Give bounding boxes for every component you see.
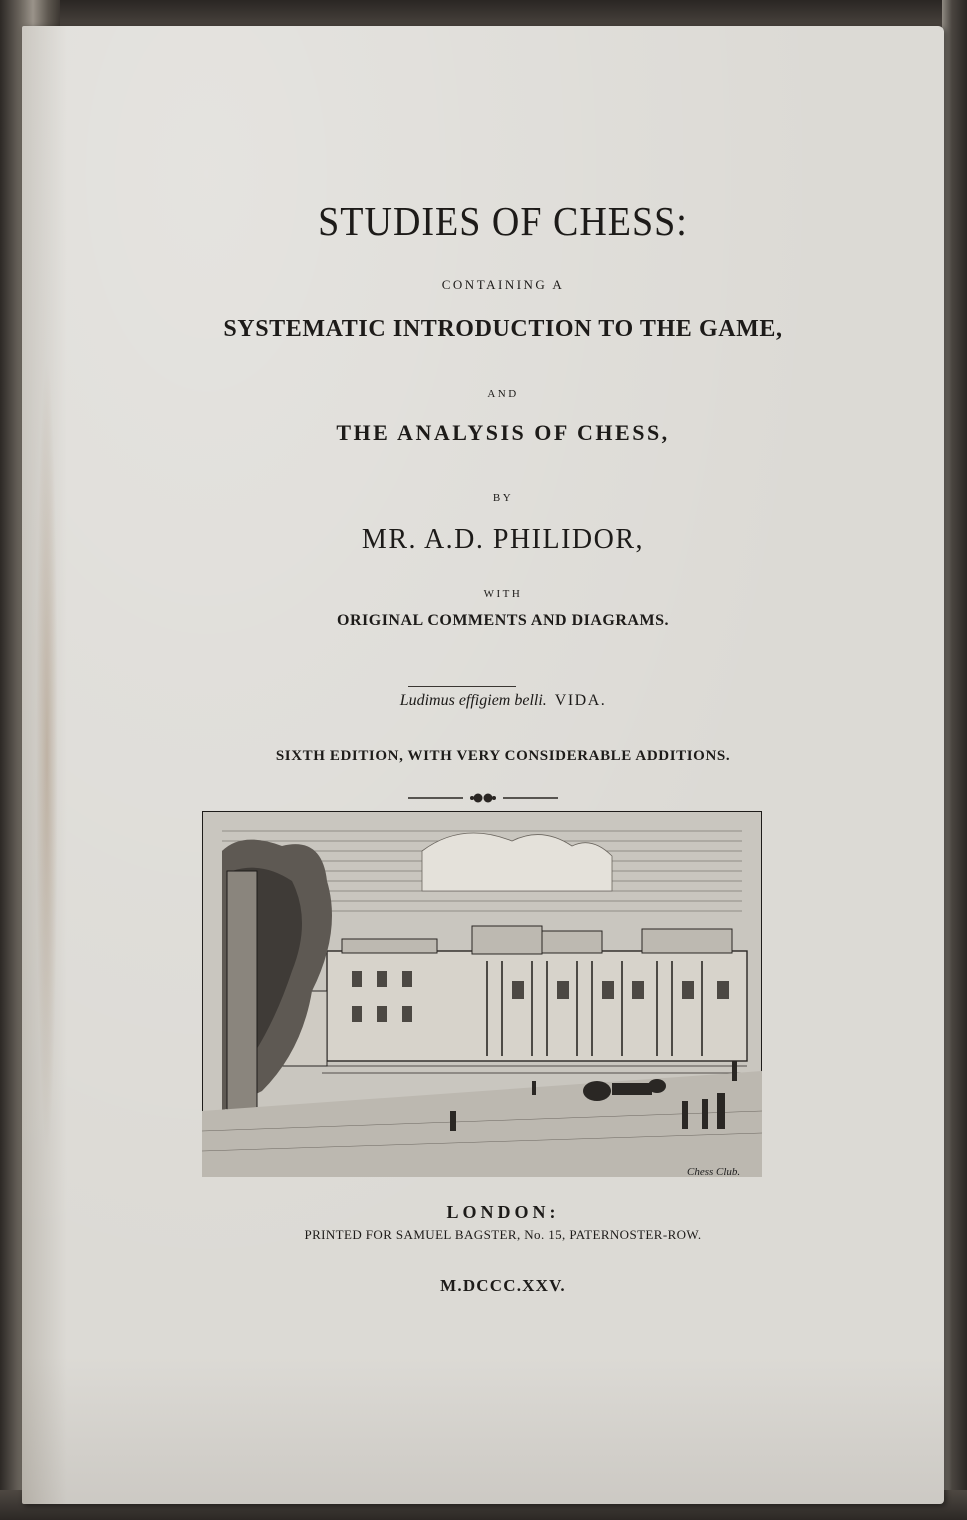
motto-line <box>112 692 894 710</box>
imprint-printer: PRINTED FOR SAMUEL BAGSTER, No. 15, PATERNOSTER-ROW. <box>304 1227 702 1242</box>
motto-top-rule <box>408 686 516 687</box>
page-edge-stain <box>36 356 58 1156</box>
and-line: AND <box>487 388 519 400</box>
motto-text: Ludimus effigiem belli. <box>399 692 547 709</box>
with-line: WITH <box>483 588 523 600</box>
subtitle-line-2: THE ANALYSIS OF CHESS, <box>336 420 670 445</box>
ornament-divider <box>408 791 558 805</box>
comments-line: ORIGINAL COMMENTS AND DIAGRAMS. <box>337 612 669 629</box>
background-right-edge <box>942 0 967 1520</box>
illustration-caption: Chess Club. <box>687 1166 741 1178</box>
chess-club-engraving <box>202 811 762 1177</box>
title-page <box>22 26 944 1504</box>
containing-line: CONTAINING A <box>441 277 565 292</box>
imprint-year: M.DCCC.XXV. <box>440 1276 566 1295</box>
subtitle-line-1: SYSTEMATIC INTRODUCTION TO THE GAME, <box>223 316 783 342</box>
edition-line: SIXTH EDITION, WITH VERY CONSIDERABLE ADDITIONS. <box>275 748 731 764</box>
motto-source: VIDA. <box>554 692 607 709</box>
by-line: BY <box>492 492 514 504</box>
imprint-place: LONDON: <box>446 1202 560 1222</box>
book-title: STUDIES OF CHESS: <box>318 199 688 245</box>
author-name: MR. A.D. PHILIDOR, <box>361 524 645 555</box>
